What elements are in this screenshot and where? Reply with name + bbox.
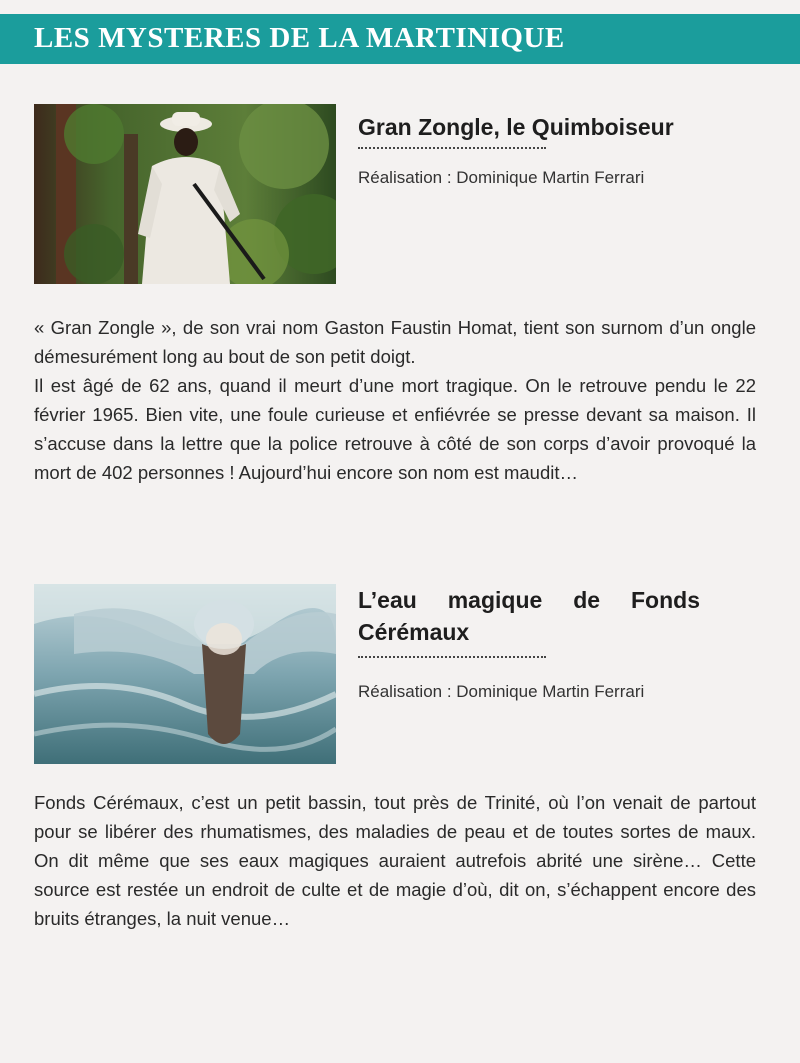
article-1-paragraph-2: Il est âgé de 62 ans, quand il meurt d’une mort tragique. On le retrouve pendu le 22 février 1965. Bien vite, une foule curieuse et enfiévrée se presse devant sa maison. Il s’accuse dans la lettre que la police retrouve à côté de son corps d’avoir provoqué la mort de 402 personnes ! Aujourd’hui encore son nom est maudit… (34, 375, 756, 483)
article-2-title-underline (358, 656, 546, 658)
article-2-paragraph-1: Fonds Cérémaux, c’est un petit bassin, tout près de Trinité, où l’on venait de partout pour se libérer des rhumatismes, des maladies de peau et de toutes sortes de maux. On dit même que ses eaux magiques auraient autrefois abrité une sirène… Cette source est restée un endroit de culte et de magie d’où, dit on, s’échappent encore des bruits étranges, la nuit venue… (34, 792, 756, 929)
article-2-credit: Réalisation : Dominique Martin Ferrari (358, 682, 645, 701)
page-title: LES MYSTERES DE LA MARTINIQUE (34, 22, 565, 54)
article-2-photo (34, 584, 336, 764)
article-1-title-underline (358, 147, 546, 149)
article-2-body (34, 788, 756, 933)
article-1-credit: Réalisation : Dominique Martin Ferrari (358, 168, 645, 187)
header-bar (0, 14, 800, 64)
article-1-body (34, 313, 756, 487)
article-1-paragraph-1: « Gran Zongle », de son vrai nom Gaston Faustin Homat, tient son surnom d’un ongle démesurément long au bout de son petit doigt. (34, 317, 756, 367)
article-2-title: L’eau magique de Fonds Cérémaux (358, 587, 700, 645)
article-1-title: Gran Zongle, le Quimboiseur (358, 114, 674, 140)
article-1-photo (34, 104, 336, 284)
